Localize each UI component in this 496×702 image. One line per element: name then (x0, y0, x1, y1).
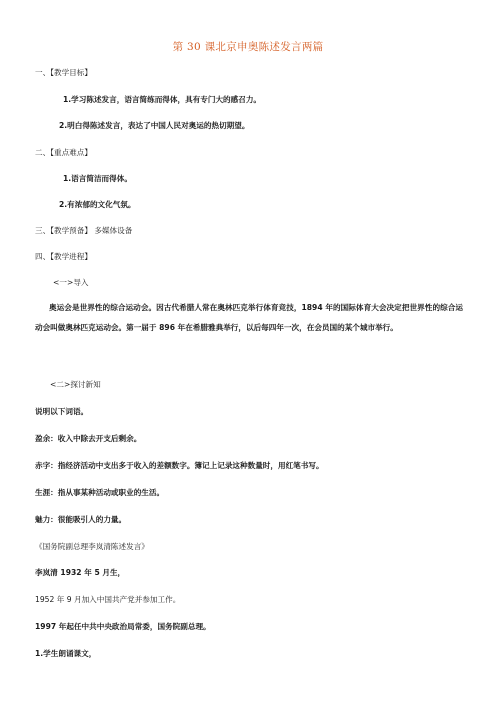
intro-heading: <一>导入 (53, 278, 89, 287)
bio-line-1: 李岚清 1932 年 5 月生， (35, 568, 126, 577)
word-definition-2: 赤字：指经济活动中支出多于收入的差额数字。簿记上记录这种数量时，用红笔书写。 (35, 461, 324, 470)
goal-item-2: 2.明白得陈述发言，表达了中国人民对奥运的热切期望。 (59, 121, 250, 130)
key-item-1: 1.语言简洁而得体。 (63, 174, 132, 183)
bio-line-2: 1952 年 9 月加入中国共产党并参加工作。 (35, 595, 181, 604)
word-definition-1: 盈余：收入中除去开支后剩余。 (35, 434, 142, 443)
section-process-heading: 四、【教学进程】 (35, 252, 92, 261)
word-definition-4: 魅力：很能吸引人的力量。 (35, 515, 127, 524)
speech-title: 《国务院副总理李岚清陈述发言》 (35, 542, 149, 551)
key-item-2: 2.有浓郁的文化气氛。 (59, 200, 136, 209)
bio-line-3: 1997 年起任中共中央政治局常委，国务院副总理。 (35, 622, 211, 631)
section-key-heading: 二、【重点难点】 (35, 148, 92, 157)
document-title: 第 30 课北京申奥陈述发言两篇 (172, 41, 324, 53)
explore-heading: <二>探讨新知 (50, 380, 101, 389)
step-line-1: 1.学生朗诵课文， (35, 649, 97, 658)
explain-words-instruction: 说明以下词语。 (35, 407, 89, 416)
section-goals-heading: 一、【教学目标】 (35, 68, 92, 77)
goal-item-1: 1.学习陈述发言，语言简练而得体，具有专门大的感召力。 (63, 95, 262, 104)
intro-paragraph: 奥运会是世界性的综合运动会。因古代希腊人常在奥林匹克举行体育竞技，1894 年的国际体育大会决定把世界性的综合运动会叫做奥林匹克运动会。第一届于 896 年在希腊雅典举行，以后每四年一次，在会员国的某个城市举行。 (35, 303, 463, 332)
section-prep: 三、【教学预备】 多媒体设备 (35, 226, 133, 235)
word-definition-3: 生涯：指从事某种活动或职业的生活。 (35, 488, 165, 497)
